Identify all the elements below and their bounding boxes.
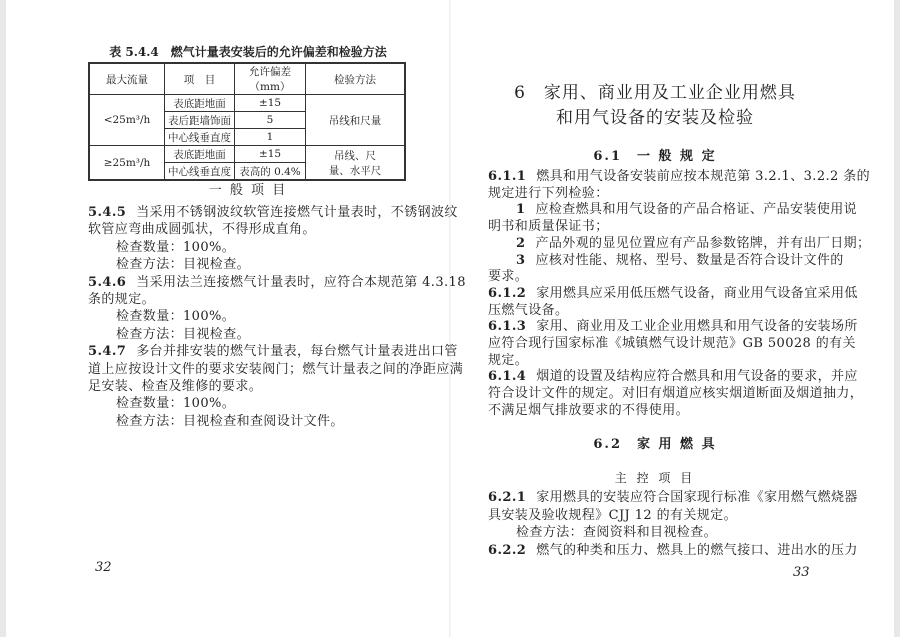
line-text: 当采用不锈钢波纹软管连接燃气计量表时，不锈钢波纹 — [136, 205, 458, 220]
flow-cell: <25m³/h — [89, 95, 165, 146]
method-cell: 吊线和尺量 — [306, 95, 406, 146]
line-text: 家用、商业用及工业企业用燃具和用气设备的安装场所 — [536, 319, 858, 335]
line-text: 当采用法兰连接燃气计量表时，应符合本规范第 4.3.18 — [136, 274, 466, 290]
text-line — [488, 168, 871, 185]
item-cell: 表底距地面 — [165, 146, 235, 163]
line-text: 应检查燃具和用气设备的产品合格证、产品安装使用说 — [535, 202, 858, 218]
line-text: 产品外观的显见位置应有产品参数铭牌，并有出厂日期； — [535, 235, 871, 251]
clause-number: 5.4.6 — [88, 274, 127, 290]
text-line — [88, 239, 408, 256]
item-cell: 表底距地面 — [165, 95, 235, 112]
text-line — [488, 402, 822, 419]
line-text: 多台并排安装的燃气计量表，每台燃气计量表进出口管 — [136, 344, 458, 360]
line-text: 烟道的设置及结构应符合燃具和用气设备的要求，并应 — [536, 369, 858, 385]
flow-cell: ≥25m³/h — [89, 146, 165, 181]
table-row — [89, 95, 405, 112]
line-text: 要求。 — [488, 269, 529, 285]
line-text: 检查方法：目视检查。 — [116, 326, 251, 342]
line-text: 软管应弯曲成圆弧状，不得形成直角。 — [88, 222, 316, 238]
section-heading: 6.1 一 般 规 定 — [593, 149, 717, 164]
text-line — [488, 368, 858, 385]
table-header-row — [89, 63, 405, 95]
line-text: 压燃气设备。 — [488, 302, 569, 318]
clause-number: 3 — [516, 252, 526, 268]
chapter-title: 和用气设备的安装及检验 — [556, 108, 754, 128]
text-line — [88, 395, 408, 412]
text-line — [488, 252, 844, 269]
text-line — [488, 385, 864, 402]
scan-edge-left — [0, 0, 6, 637]
line-text: 规定。 — [488, 352, 529, 368]
text-line — [488, 218, 822, 235]
text-line — [488, 185, 822, 202]
text-line — [88, 204, 458, 221]
table-title: 表 5.4.4 燃气计量表安装后的允许偏差和检验方法 — [109, 45, 387, 59]
header-cell: 检验方法 — [306, 63, 406, 95]
line-text: 具安装及验收规程》CJJ 12 的有关规定。 — [488, 507, 737, 523]
text-line — [488, 302, 822, 319]
clause-number: 6.1.3 — [488, 319, 527, 335]
text-line — [88, 361, 464, 378]
line-text: 检查数量：100%。 — [116, 239, 236, 255]
text-line — [488, 268, 822, 285]
line-text: 检查数量：100%。 — [116, 396, 236, 412]
tolerance-cell: 1 — [235, 129, 306, 146]
tolerance-cell: ±15 — [235, 95, 306, 112]
line-text: 家用燃具应采用低压燃气设备，商业用气设备宜采用低 — [536, 285, 858, 301]
line-text: 条的规定。 — [88, 292, 156, 307]
subheading: 主 控 项 目 — [614, 471, 696, 485]
method-cell: 吊线、尺量、水平尺 — [306, 146, 406, 181]
text-line — [488, 285, 858, 302]
tolerance-table — [88, 62, 406, 181]
page-spine — [449, 0, 451, 637]
tolerance-cell: 5 — [235, 112, 306, 129]
line-text: 检查方法：目视检查和查阅设计文件。 — [116, 413, 344, 429]
text-line — [488, 524, 822, 541]
text-line — [488, 352, 822, 369]
line-text: 家用燃具的安装应符合国家现行标准《家用燃气燃烧器 — [536, 490, 858, 505]
text-line — [488, 335, 856, 352]
clause-number: 5.4.5 — [88, 205, 127, 220]
chapter-title: 6 家用、商业用及工业企业用燃具 — [514, 83, 796, 103]
text-line — [88, 221, 408, 238]
item-cell: 中心线垂直度 — [165, 163, 235, 181]
line-text: 燃气的种类和压力、燃具上的燃气接口、进出水的压力 — [536, 542, 858, 558]
clause-number: 2 — [516, 235, 526, 251]
line-text: 规定进行下列检验： — [488, 185, 609, 201]
page-number: 32 — [95, 560, 112, 575]
section-heading: 6.2 家 用 燃 具 — [593, 437, 717, 452]
text-line — [488, 201, 858, 218]
tolerance-cell: 表高的 0.4% — [235, 163, 306, 181]
text-line — [488, 318, 858, 335]
line-text: 检查数量：100%。 — [116, 309, 236, 325]
text-line — [88, 326, 408, 343]
line-text: 燃具和用气设备安装前应按本规范第 3.2.1、3.2.2 条的 — [536, 169, 871, 184]
text-line — [488, 235, 871, 252]
clause-number: 6.1.4 — [488, 369, 527, 385]
clause-number: 6.1.1 — [488, 169, 527, 184]
line-text: 应符合现行国家标准《城镇燃气设计规范》GB 50028 的有关 — [488, 336, 856, 351]
clause-number: 6.2.1 — [488, 490, 527, 505]
text-line — [88, 378, 408, 395]
header-cell: 允许偏差（mm） — [235, 63, 306, 95]
text-line — [88, 308, 408, 325]
text-line — [88, 291, 408, 308]
clause-number: 1 — [516, 202, 526, 218]
item-cell: 表后距墙饰面 — [165, 112, 235, 129]
clause-number: 6.2.2 — [488, 542, 527, 558]
text-line — [88, 256, 408, 273]
clause-number: 5.4.7 — [88, 344, 127, 360]
line-text: 不满足烟气排放要求的不得使用。 — [488, 402, 690, 418]
scan-edge-right — [894, 0, 900, 637]
line-text: 道上应按设计文件的要求安装阀门；燃气计量表之间的净距应满 — [88, 361, 464, 377]
text-line — [488, 489, 858, 506]
line-text: 应核对性能、规格、型号、数量是否符合设计文件的 — [535, 252, 844, 268]
line-text: 检查方法：目视检查。 — [116, 257, 251, 273]
text-line — [88, 413, 408, 430]
header-cell: 最大流量 — [89, 63, 165, 95]
line-text: 检查方法：查阅资料和目视检查。 — [516, 525, 718, 541]
tolerance-cell: ±15 — [235, 146, 306, 163]
header-cell: 项 目 — [165, 63, 235, 95]
text-line — [88, 343, 458, 360]
section-heading: 一 般 项 目 — [208, 183, 288, 198]
text-line — [488, 542, 858, 559]
line-text: 符合设计文件的规定。对旧有烟道应核实烟道断面及烟道抽力， — [488, 386, 864, 402]
clause-number: 6.1.2 — [488, 285, 527, 301]
page-number: 33 — [793, 565, 810, 580]
table-row — [89, 146, 405, 163]
item-cell: 中心线垂直度 — [165, 129, 235, 146]
line-text: 明书和质量保证书； — [488, 219, 609, 235]
line-text: 足安装、检查及维修的要求。 — [88, 379, 263, 394]
text-line — [488, 507, 822, 524]
text-line — [88, 274, 466, 291]
